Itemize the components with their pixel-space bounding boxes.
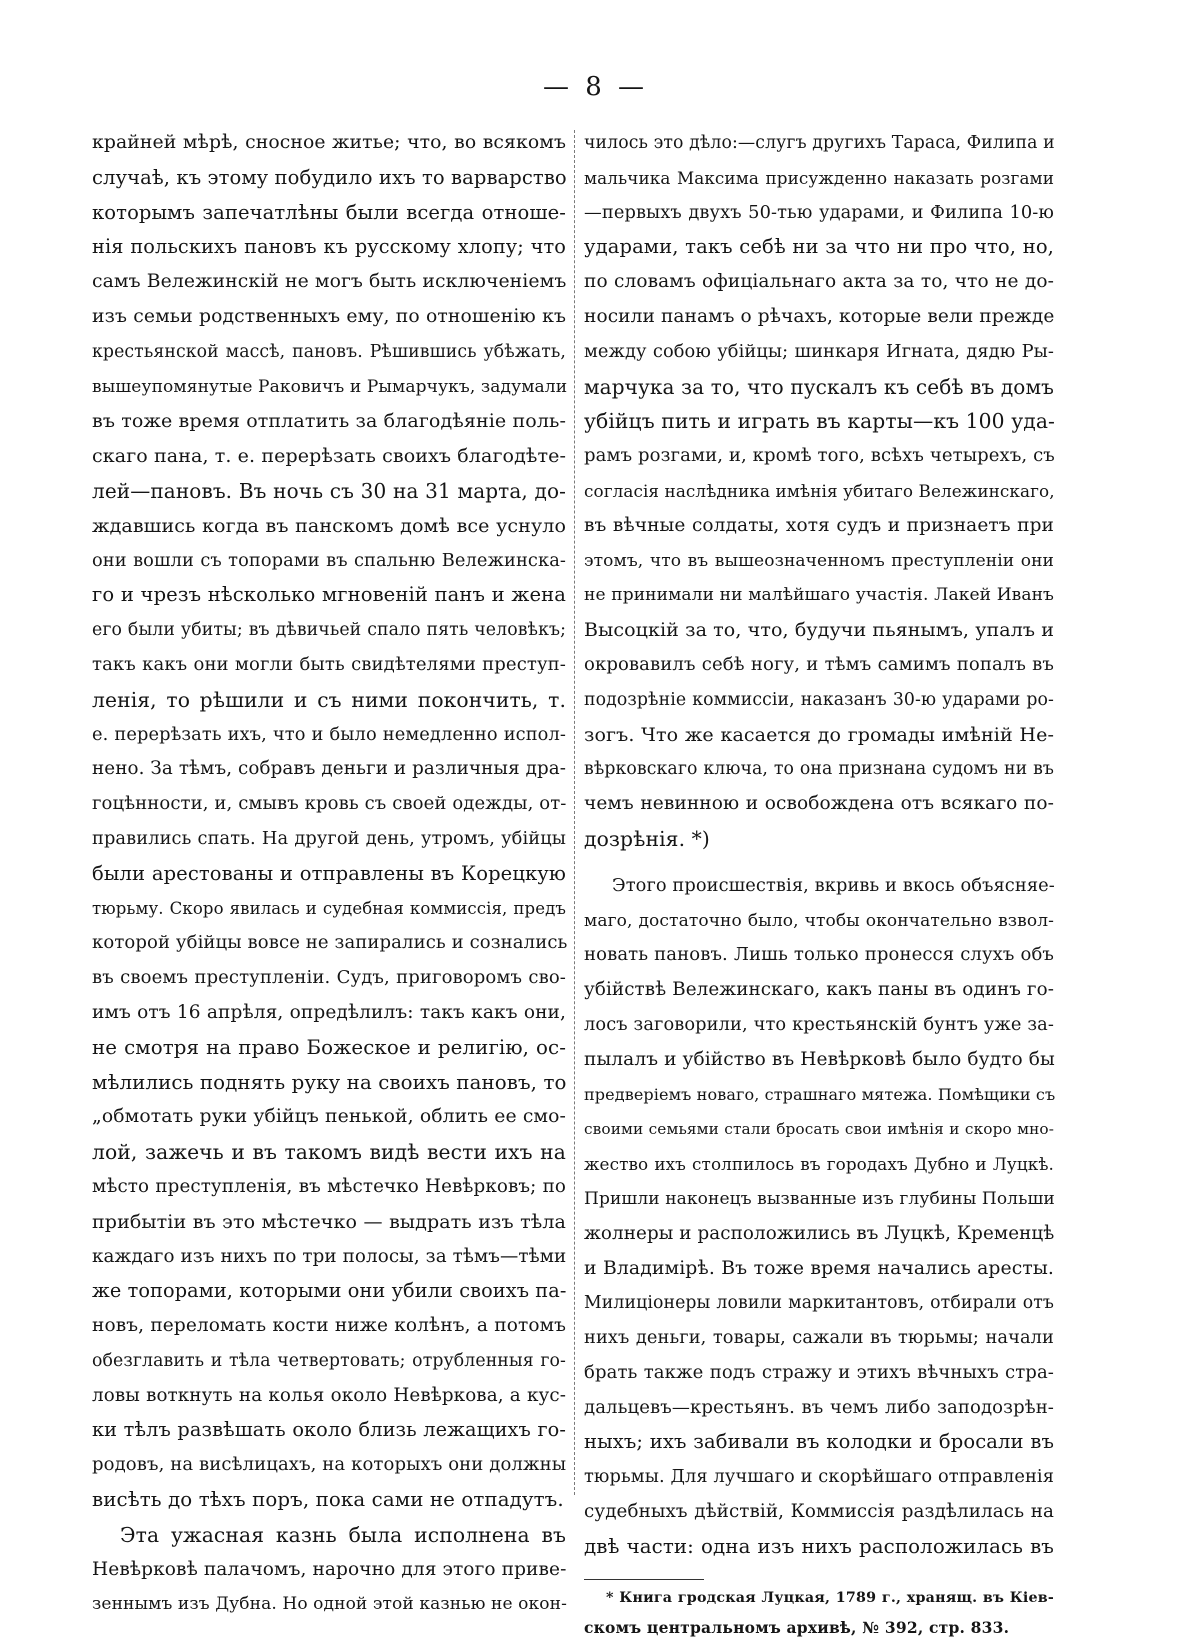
- text-line: случаѣ, къ этому побудило ихъ то варварство: [92, 165, 567, 189]
- text-line: убійцъ пить и играть въ карты—къ 100 уда-: [584, 409, 1055, 434]
- text-line: скаго пана, т. е. перерѣзать своихъ благодѣте-: [92, 445, 566, 468]
- text-line: е. перерѣзать ихъ, что и было немедленно испол-: [92, 723, 566, 745]
- page-number: — 8 —: [542, 72, 649, 102]
- text-line: жолнеры и расположились въ Луцкѣ, Кременцѣ: [584, 1222, 1055, 1244]
- text-line: прибытіи въ это мѣстечко — выдрать изъ тѣла: [92, 1210, 566, 1233]
- text-line: новъ, переломать кости ниже колѣнъ, а потомъ: [92, 1315, 566, 1337]
- text-line: гоцѣнности, и, смывъ кровь съ своей одежды, от-: [92, 793, 567, 815]
- text-line: они вошли съ топорами въ спальню Вележинска-: [92, 549, 566, 571]
- text-line: чемъ невинною и освобождена отъ всякаго по-: [584, 793, 1054, 815]
- text-line: мѣлились поднять руку на своихъ пановъ, то: [92, 1070, 567, 1094]
- text-line: Невѣрковѣ палачомъ, нарочно для этого приве-: [92, 1558, 567, 1580]
- text-line: такъ какъ они могли быть свидѣтелями преступ-: [92, 653, 566, 675]
- text-line: дальцевъ—крестьянъ. въ чемъ либо заподозрѣн-: [584, 1396, 1054, 1418]
- text-line: новать пановъ. Лишь только пронесся слухъ объ: [584, 944, 1054, 966]
- text-line: въ вѣчные солдаты, хотя судъ и признаетъ при: [584, 514, 1054, 536]
- text-line: пылалъ и убійство въ Невѣрковѣ было будто бы: [584, 1048, 1055, 1070]
- text-line: самъ Вележинскій не могъ быть исключеніемъ: [92, 271, 567, 293]
- text-line: ки тѣлъ развѣшать около близь лежащихъ го-: [92, 1418, 566, 1442]
- text-line: своими семьями стали бросать свои имѣнія и скоро мно-: [584, 1120, 1054, 1139]
- text-line: крайней мѣрѣ, сносное житье; что, во всякомъ: [92, 132, 566, 153]
- text-line: носили панамъ о рѣчахъ, которые вели прежде: [584, 305, 1055, 327]
- text-line: ударами, такъ себѣ ни за что ни про что, но,: [584, 235, 1054, 259]
- text-line: брать также подъ стражу и этихъ вѣчныхъ стра-: [584, 1361, 1054, 1383]
- text-line: имъ отъ 16 апрѣля, опредѣлилъ: такъ какъ они,: [92, 1001, 566, 1023]
- text-line: родовъ, на висѣлицахъ, на которыхъ они должны: [92, 1454, 567, 1476]
- text-line: вѣрковскаго ключа, то она признана судомъ ни въ: [584, 759, 1054, 780]
- footnote-line: * Книга гродская Луцкая, 1789 г., хранящ. въ Кіев-: [606, 1589, 1054, 1606]
- text-line: по словамъ офиціальнаго акта за то, что не до-: [584, 271, 1054, 293]
- footnote-rule: [584, 1579, 704, 1580]
- text-line: судебныхъ дѣйствій, Коммиссія раздѣлилась на: [584, 1501, 1054, 1523]
- column-divider: [574, 130, 575, 1495]
- text-line: ждавшись когда въ панскомъ домѣ все уснуло: [92, 514, 566, 537]
- right-column: [584, 126, 1054, 1642]
- text-line: дозрѣнія. *): [584, 826, 710, 851]
- text-line: окровавилъ себѣ ногу, и тѣмъ самимъ попалъ въ: [584, 653, 1054, 675]
- text-line: вышеупомянутые Раковичъ и Рымарчукъ, задумали: [92, 376, 568, 397]
- text-line: Эта ужасная казнь была исполнена въ: [120, 1522, 566, 1547]
- text-line: подозрѣніе коммиссіи, наказанъ 30-ю ударами ро-: [584, 689, 1054, 710]
- text-line: мальчика Максима присужденно наказать розгами: [584, 167, 1054, 188]
- text-line: жество ихъ столпилось въ городахъ Дубно и Луцкѣ.: [584, 1154, 1054, 1175]
- text-line: лей—пановъ. Въ ночь съ 30 на 31 марта, до-: [92, 478, 566, 503]
- text-line: Пришли наконецъ вызванные изъ глубины Польши: [584, 1188, 1055, 1209]
- text-line: ныхъ; ихъ забивали въ колодки и бросали въ: [584, 1430, 1054, 1454]
- text-line: тюрьмы. Для лучшаго и скорѣйшаго отправленія: [584, 1466, 1055, 1488]
- text-line: лосъ заговорили, что крестьянскій бунтъ уже за-: [584, 1013, 1054, 1035]
- footnote-line: скомъ центральномъ архивѣ, № 392, стр. 833.: [584, 1617, 1010, 1637]
- text-line: двѣ части: одна изъ нихъ расположилась въ: [584, 1534, 1054, 1558]
- text-line: чилось это дѣло:—слугъ другихъ Тараса, Филипа и: [584, 133, 1055, 153]
- text-line: были арестованы и отправлены въ Корецкую: [92, 861, 566, 885]
- text-line: „обмотать руки убійцъ пенькой, облить ее смо-: [92, 1106, 566, 1128]
- text-line: и Владимірѣ. Въ тоже время начались аресты.: [584, 1257, 1054, 1279]
- text-line: рамъ розгами, и, кромѣ того, всѣхъ четырехъ, съ: [584, 445, 1055, 467]
- text-line: лой, зажечь и въ такомъ видѣ вести ихъ на: [92, 1140, 566, 1165]
- text-line: ловы воткнуть на колья около Невѣркова, а кус-: [92, 1384, 566, 1406]
- text-line: мѣсто преступленія, въ мѣстечко Невѣрковъ; по: [92, 1175, 566, 1197]
- text-line: зогъ. Что же касается до громады имѣній Не-: [584, 723, 1054, 746]
- footnote: [584, 1584, 1054, 1642]
- text-line: которой убійцы вовсе не запирались и сознались: [92, 932, 568, 954]
- text-line: между собою убійцы; шинкаря Игната, дядю Ры-: [584, 340, 1054, 362]
- text-line: го и чрезъ нѣсколько мгновеній панъ и жена: [92, 583, 566, 607]
- text-line: тюрьму. Скоро явилась и судебная коммиссія, предъ: [92, 898, 566, 918]
- text-line: Милиціонеры ловили маркитантовъ, отбирали отъ: [584, 1293, 1054, 1314]
- text-line: ленія, то рѣшили и съ ними покончить, т.: [92, 687, 566, 712]
- text-line: изъ семьи родственныхъ ему, по отношенію къ: [92, 305, 566, 327]
- text-line: въ своемъ преступленіи. Судъ, приговоромъ сво-: [92, 967, 566, 989]
- text-line: въ тоже время отплатить за благодѣяніе поль-: [92, 410, 566, 433]
- text-line: висѣть до тѣхъ поръ, пока сами не отпадутъ.: [92, 1488, 564, 1512]
- text-line: предверіемъ новаго, страшнаго мятежа. Помѣщики съ: [584, 1084, 1056, 1104]
- text-line: нено. За тѣмъ, собравъ деньги и различныя дра-: [92, 758, 567, 780]
- text-line: его были убиты; въ дѣвичьей спало пять человѣкъ;: [92, 620, 566, 641]
- text-line: согласія наслѣдника имѣнія убитаго Вележинскаго,: [584, 480, 1055, 501]
- text-line: каждаго изъ нихъ по три полосы, за тѣмъ—тѣми: [92, 1245, 567, 1267]
- text-line: не принимали ни малѣйшаго участія. Лакей Иванъ: [584, 585, 1054, 606]
- text-line: нихъ деньги, товары, сажали въ тюрьмы; начали: [584, 1327, 1054, 1349]
- text-line: марчука за то, что пускалъ къ себѣ въ домъ: [584, 374, 1054, 399]
- text-line: крестьянской массѣ, пановъ. Рѣшившись убѣжать,: [92, 341, 566, 362]
- text-line: Высоцкій за то, что, будучи пьянымъ, упалъ и: [584, 619, 1055, 642]
- text-line: правились спать. На другой день, утромъ, убійцы: [92, 827, 566, 849]
- text-line: которымъ запечатлѣны были всегда отноше-: [92, 200, 566, 224]
- text-line: обезглавить и тѣла четвертовать; отрубленныя го-: [92, 1350, 566, 1371]
- text-line: нія польскихъ пановъ къ русскому хлопу; что: [92, 235, 566, 259]
- text-line: убійствѣ Вележинскаго, какъ паны въ одинъ го-: [584, 979, 1054, 1001]
- text-line: этомъ, что въ вышеозначенномъ преступленіи они: [584, 550, 1054, 571]
- text-line: —первыхъ двухъ 50-тью ударами, и Филипа 10-ю: [584, 201, 1054, 223]
- text-line: зеннымъ изъ Дубна. Но одной этой казнью не окон-: [92, 1594, 567, 1615]
- text-line: маго, достаточно было, чтобы окончательно взвол-: [584, 910, 1054, 931]
- left-column: [92, 126, 566, 1622]
- text-line: не смотря на право Божеское и религію, ос-: [92, 1035, 566, 1059]
- text-line: Этого происшествія, вкривь и вкось объясняе-: [612, 874, 1055, 896]
- text-line: же топорами, которыми они убили своихъ па-: [92, 1279, 567, 1303]
